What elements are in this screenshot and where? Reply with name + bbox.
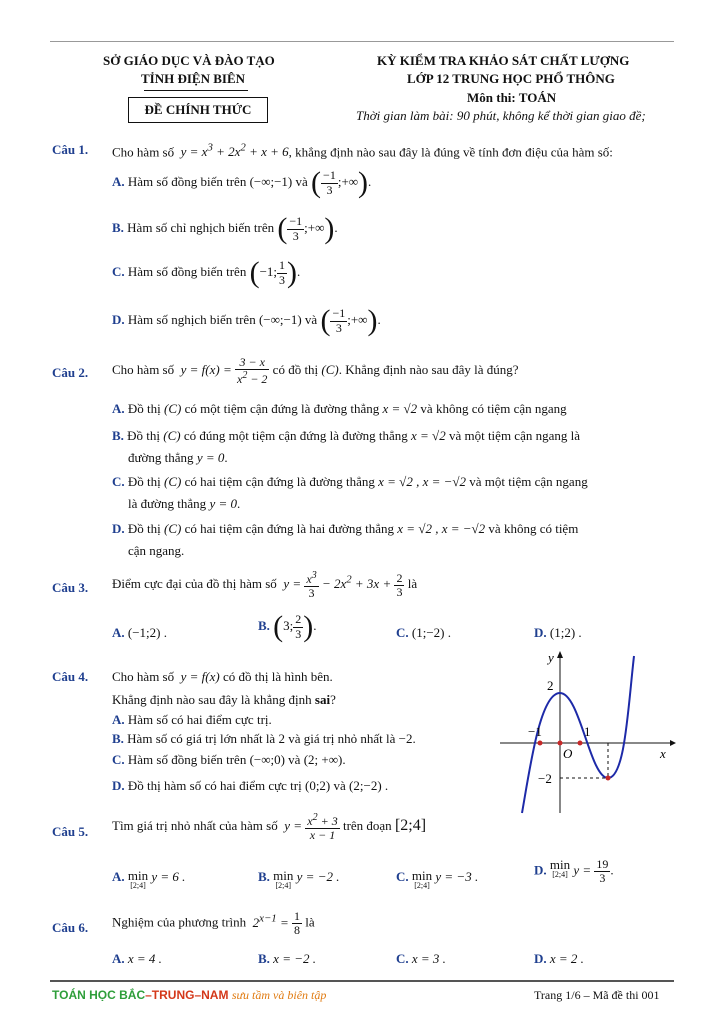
question-label: Câu 1. bbox=[52, 142, 89, 157]
page-info: Trang 1/6 – Mã đề thi 001 bbox=[534, 988, 660, 1002]
option-c[interactable]: C. Hàm số đồng biến trên (−1; $\frac{1}{3}$ ). bbox=[112, 256, 301, 289]
option-text: x = −2 . bbox=[273, 951, 316, 966]
option-label: C. bbox=[396, 869, 409, 884]
prompt-text: ? bbox=[330, 692, 336, 707]
brand-part: NAM bbox=[201, 988, 229, 1002]
option-label: C. bbox=[112, 474, 125, 489]
option-text: có đúng một tiệm cận đứng là đường thẳng bbox=[183, 428, 408, 443]
option-c[interactable] bbox=[396, 951, 446, 967]
top-rule bbox=[50, 41, 674, 42]
option-d-continued: cận ngang. bbox=[128, 543, 185, 558]
option-text: Hàm số đồng biến trên bbox=[127, 173, 247, 189]
graph-point bbox=[558, 741, 563, 746]
option-label: B. bbox=[258, 869, 270, 884]
option-label: D. bbox=[534, 951, 547, 966]
option-c[interactable]: C. Hàm số đồng biến trên (−∞;0) và (2; +∞). bbox=[112, 752, 346, 767]
option-a[interactable]: A. Hàm số đồng biến trên (−∞;−1) và ( $\frac{-1}{3}$ ;+∞). bbox=[112, 166, 372, 199]
question-3-prompt: Điểm cực đại của đồ thị hàm số y = $\frac{x^3}{3}$ − $2x^2 + 3x$ + $\frac{2}{3}$ là bbox=[112, 570, 418, 601]
x-axis-label: x bbox=[660, 746, 666, 761]
option-label: C. bbox=[112, 263, 125, 279]
option-d[interactable]: D. min [2;4] y = $\frac{19}{3}$ . bbox=[534, 857, 614, 886]
question-label: Câu 2. bbox=[52, 365, 89, 380]
brand-part: –TRUNG– bbox=[145, 988, 202, 1002]
prompt-text: là bbox=[305, 914, 315, 930]
question-5-prompt: Tìm giá trị nhỏ nhất của hàm số y = $\frac{x^2 + 3}{x - 1}$ trên đoạn [2;4] bbox=[112, 812, 427, 843]
option-label: B. bbox=[112, 731, 124, 746]
option-text: Hàm số đồng biến trên bbox=[127, 752, 247, 767]
y-tick-label: −2 bbox=[538, 771, 552, 786]
x-axis-arrow bbox=[670, 740, 676, 746]
option-text: Đồ thị bbox=[127, 474, 161, 489]
option-d[interactable] bbox=[534, 951, 584, 967]
option-b[interactable]: B. Đồ thị (C) có đúng một tiệm cận đứng là đường thẳng x = √2 và một tiệm cận ngang là bbox=[112, 428, 580, 443]
option-a[interactable]: A. Đồ thị (C) có một tiệm cận đứng là đường thẳng x = √2 và không có tiệm cận ngang bbox=[112, 401, 567, 416]
option-label: A. bbox=[112, 173, 125, 189]
y-tick-label: 2 bbox=[547, 678, 554, 693]
option-c-continued: là đường thẳng y = 0. bbox=[128, 496, 241, 511]
option-text: và bbox=[333, 778, 346, 793]
question-6-prompt: Nghiệm của phương trình $2^{x-1}$ = $\frac{1}{8}$ là bbox=[112, 909, 315, 938]
option-text: có một tiệm cận đứng là đường thẳng bbox=[184, 401, 380, 416]
option-label: C. bbox=[396, 951, 409, 966]
option-text: có hai tiệm cận đứng là đường thẳng bbox=[184, 474, 375, 489]
option-text: và bbox=[295, 173, 308, 189]
option-text: x = 2 . bbox=[549, 951, 584, 966]
option-label: A. bbox=[112, 951, 125, 966]
brand-part: sưu tầm và biên tập bbox=[231, 988, 327, 1002]
option-label: B. bbox=[112, 219, 124, 235]
prompt-text: là bbox=[407, 576, 418, 592]
option-label: D. bbox=[112, 521, 125, 536]
option-label: B. bbox=[258, 617, 270, 633]
option-text: Đồ thị bbox=[127, 428, 161, 443]
option-text: và một tiệm cận ngang bbox=[469, 474, 588, 489]
question-1-prompt: Cho hàm số $y = x^3 + 2x^2 + x + 6$, khẳng định nào sau đây là đúng về tính đơn điệu của hàm số: bbox=[112, 142, 613, 160]
option-text: Đồ thị bbox=[127, 521, 161, 536]
option-text: đường thẳng bbox=[128, 450, 194, 465]
graph-point bbox=[578, 741, 583, 746]
option-c[interactable]: C. min [2;4] y = −3 . bbox=[396, 868, 479, 890]
option-b[interactable]: B. (3; $\frac{2}{3}$ ). bbox=[258, 610, 317, 643]
option-text: Hàm số đồng biến trên bbox=[127, 263, 247, 279]
footer-brand bbox=[52, 988, 326, 1003]
option-a[interactable]: A. min [2;4] y = 6 . bbox=[112, 868, 186, 890]
function-graph bbox=[500, 648, 680, 818]
option-label: A. bbox=[112, 712, 125, 727]
official-badge: ĐỀ CHÍNH THỨC bbox=[128, 97, 268, 123]
option-b[interactable] bbox=[258, 951, 316, 967]
option-label: D. bbox=[112, 778, 125, 793]
header-underline bbox=[144, 90, 248, 91]
option-text: x = 3 . bbox=[411, 951, 446, 966]
prompt-text: Cho hàm số bbox=[112, 144, 175, 160]
question-4-prompt: Cho hàm số y = f(x) có đồ thị là hình bên. bbox=[112, 669, 333, 684]
x-tick-label: 1 bbox=[584, 724, 591, 739]
prompt-text: Điểm cực đại của đồ thị hàm số bbox=[112, 576, 277, 592]
option-text: Hàm số nghịch biến trên bbox=[127, 311, 256, 327]
question-label: Câu 4. bbox=[52, 669, 89, 684]
prompt-text: có đồ thị bbox=[272, 362, 319, 378]
option-b[interactable]: B. min [2;4] y = −2 . bbox=[258, 868, 340, 890]
bottom-rule bbox=[50, 980, 674, 982]
header-department: SỞ GIÁO DỤC VÀ ĐÀO TẠO bbox=[103, 53, 275, 68]
origin-label: O bbox=[563, 746, 573, 761]
prompt-text: Tìm giá trị nhỏ nhất của hàm số bbox=[112, 818, 278, 834]
option-text: và một tiệm cận ngang là bbox=[448, 428, 580, 443]
question-2-prompt: Cho hàm số y = f(x) = $\frac{3 - x}{x^2 - 2}$ có đồ thị (C). Khẳng định nào sau đây là đúng? bbox=[112, 355, 519, 387]
option-label: A. bbox=[112, 625, 125, 640]
option-a[interactable] bbox=[112, 712, 272, 728]
option-d[interactable]: D. Hàm số nghịch biến trên (−∞;−1) và ( $\frac{-1}{3}$ ;+∞). bbox=[112, 304, 381, 337]
option-label: D. bbox=[534, 625, 547, 640]
option-label: A. bbox=[112, 401, 125, 416]
option-label: C. bbox=[112, 752, 125, 767]
option-b[interactable] bbox=[112, 731, 416, 747]
option-text: Hàm số có hai điểm cực trị. bbox=[127, 712, 272, 727]
option-text: và không có tiệm bbox=[488, 521, 579, 536]
option-text: có hai tiệm cận đứng là hai đường thẳng bbox=[184, 521, 395, 536]
option-b[interactable]: B. Hàm số chỉ nghịch biến trên ( $\frac{-1}{3}$ ;+∞). bbox=[112, 212, 338, 245]
question-4-prompt-line2 bbox=[112, 692, 336, 708]
exam-title: KỲ KIỂM TRA KHẢO SÁT CHẤT LƯỢNG bbox=[377, 53, 630, 68]
x-tick-label: −1 bbox=[528, 724, 542, 739]
y-axis-label: y bbox=[548, 650, 554, 665]
option-text: Hàm số có giá trị lớn nhất là 2 và giá trị nhỏ nhất là −2. bbox=[127, 731, 416, 746]
option-c[interactable]: C. (1;−2) . bbox=[396, 625, 451, 640]
option-d[interactable]: D. Đồ thị (C) có hai tiệm cận đứng là hai đường thẳng x = √2 , x = −√2 và không có tiệm bbox=[112, 521, 579, 536]
exam-time: Thời gian làm bài: 90 phút, không kể thời gian giao đề; bbox=[356, 108, 646, 123]
exam-subject: Môn thi: TOÁN bbox=[467, 90, 557, 105]
exam-grade: LỚP 12 TRUNG HỌC PHỔ THÔNG bbox=[407, 71, 615, 86]
option-label: B. bbox=[258, 951, 270, 966]
prompt-text: Cho hàm số bbox=[112, 362, 175, 378]
option-label: A. bbox=[112, 869, 125, 884]
question-label: Câu 6. bbox=[52, 920, 89, 935]
option-text: và không có tiệm cận ngang bbox=[420, 401, 567, 416]
option-text: Hàm số chỉ nghịch biến trên bbox=[127, 219, 275, 235]
option-text: và bbox=[304, 311, 318, 327]
question-label: Câu 3. bbox=[52, 580, 89, 595]
option-text: x = 4 . bbox=[127, 951, 162, 966]
option-c[interactable]: C. Đồ thị (C) có hai tiệm cận đứng là đường thẳng x = √2 , x = −√2 và một tiệm cận ngang bbox=[112, 474, 588, 489]
option-text: Đồ thị hàm số có hai điểm cực trị bbox=[127, 778, 302, 793]
option-d[interactable]: D. Đồ thị hàm số có hai điểm cực trị (0;2) và (2;−2) . bbox=[112, 778, 389, 793]
prompt-text: . Khẳng định nào sau đây là đúng? bbox=[338, 362, 519, 378]
option-label: B. bbox=[112, 428, 124, 443]
graph-point bbox=[538, 741, 543, 746]
option-label: D. bbox=[112, 311, 125, 327]
prompt-text: trên đoạn bbox=[342, 818, 392, 834]
graph-point bbox=[606, 776, 611, 781]
prompt-text: Khẳng định nào sau đây là khẳng định bbox=[112, 692, 312, 707]
prompt-text: Nghiệm của phương trình bbox=[112, 914, 247, 930]
option-text: là đường thẳng bbox=[128, 496, 207, 511]
brand-part: TOÁN HỌC bbox=[52, 988, 116, 1002]
option-text: Đồ thị bbox=[127, 401, 161, 416]
option-a[interactable] bbox=[112, 951, 162, 967]
prompt-text: Cho hàm số bbox=[112, 669, 175, 684]
question-label: Câu 5. bbox=[52, 824, 89, 839]
header-province: TỈNH ĐIỆN BIÊN bbox=[141, 71, 246, 86]
option-b-continued: đường thẳng y = 0. bbox=[128, 450, 228, 465]
option-d[interactable]: D. (1;2) . bbox=[534, 625, 582, 640]
option-label: C. bbox=[396, 625, 409, 640]
prompt-text: , khẳng định nào sau đây là đúng về tính đơn điệu của hàm số: bbox=[288, 144, 613, 160]
option-label: D. bbox=[534, 862, 547, 878]
brand-part: BẮC bbox=[119, 988, 146, 1002]
prompt-text: có đồ thị là hình bên. bbox=[222, 669, 333, 684]
option-a[interactable]: A. (−1;2) . bbox=[112, 625, 167, 640]
y-axis-arrow bbox=[557, 651, 563, 658]
emphasis-word: sai bbox=[314, 692, 331, 707]
